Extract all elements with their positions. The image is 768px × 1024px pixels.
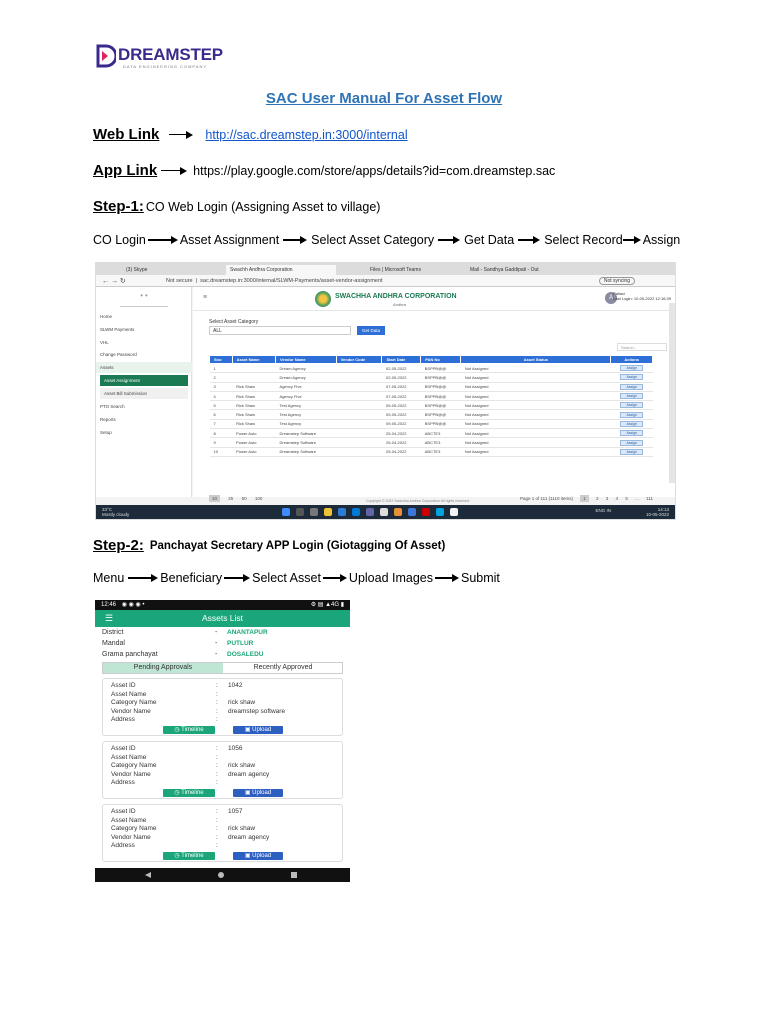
approval-tabs: [102, 662, 343, 674]
table-row[interactable]: [210, 429, 653, 438]
table-cell: 25-04-2022: [382, 447, 421, 456]
sidebar-item-setup[interactable]: Setup: [100, 430, 112, 435]
table-cell: [611, 382, 653, 391]
sidebar-item-assets[interactable]: Assets: [96, 362, 192, 373]
table-cell: BSPPB@@: [421, 391, 461, 400]
table-cell: [611, 391, 653, 400]
column-header[interactable]: Start Date: [382, 356, 421, 364]
address-url[interactable]: Not secure | sac.dreamstep.in:3000/internal/SLWM-Payments/asset-vendor-assignment: [166, 278, 383, 284]
page-info: Page 1 of 111 (1110 items): [520, 496, 573, 501]
corporation-sub: Andhra: [393, 302, 406, 307]
asset-field: Vendor Name : dream agency: [111, 770, 270, 778]
phone-time: 12:46: [101, 602, 117, 608]
asset-field: Asset Name :: [111, 753, 218, 761]
tab-recently-approved[interactable]: Recently Approved: [253, 664, 313, 671]
table-cell: Dreamstep Software: [276, 438, 337, 447]
page-size-selector: [209, 495, 269, 502]
asset-card[interactable]: [102, 678, 343, 736]
browser-tab[interactable]: (3) Skype: [126, 267, 148, 273]
arrow-icon: [518, 236, 540, 244]
table-cell: BSPPB@@: [421, 382, 461, 391]
browser-tab[interactable]: Mail - Sandhya Gaddipati - Out: [470, 267, 539, 273]
page-size-option[interactable]: 100: [254, 496, 263, 501]
sidebar-item-asset-bill[interactable]: Asset Bill Submission: [100, 388, 188, 399]
page-button[interactable]: 111: [646, 496, 653, 501]
page-ellipsis: ...: [635, 496, 639, 501]
assign-button[interactable]: Assign: [620, 384, 643, 390]
dreamstep-logo: [96, 44, 226, 72]
table-cell: [611, 438, 653, 447]
table-cell: Dream Agency: [276, 364, 337, 373]
side-logo: ⚘ ⚘: [120, 293, 168, 307]
asset-field: Category Name : rick shaw: [111, 762, 256, 770]
table-cell: Not Assigned: [461, 419, 611, 428]
table-cell: 09-05-2022: [382, 410, 421, 419]
table-cell: Not Assigned: [461, 373, 611, 382]
arrow-icon: [323, 574, 347, 582]
table-cell: ABCTE3: [421, 447, 461, 456]
table-row[interactable]: [210, 438, 653, 447]
table-cell: Test Agency: [276, 401, 337, 410]
upload-button[interactable]: ▣ Upload: [233, 789, 283, 797]
table-cell: 07-05-2022: [382, 382, 421, 391]
sync-status[interactable]: Not syncing: [599, 277, 635, 285]
camera-icon: ▣: [244, 853, 251, 859]
android-nav-bar: [95, 868, 350, 882]
table-cell: Rick Shaw: [232, 410, 275, 419]
asset-field: Address :: [111, 779, 218, 787]
arrow-icon: [623, 236, 641, 244]
table-cell: 7: [210, 419, 233, 428]
table-cell: Rick Shaw: [232, 419, 275, 428]
table-cell: [232, 364, 275, 373]
table-cell: 8: [210, 429, 233, 438]
tab-pending-approvals[interactable]: Pending Approvals: [103, 663, 223, 673]
signal-battery-icon: ⚙ ▤ ▲4G ▮: [310, 602, 344, 608]
asset-table: [209, 355, 653, 457]
table-cell: ABCTE3: [421, 438, 461, 447]
page-button[interactable]: 4: [615, 496, 619, 501]
assign-button[interactable]: Assign: [620, 449, 643, 455]
table-cell: [336, 391, 382, 400]
table-cell: [336, 364, 382, 373]
column-header[interactable]: Vendor Name: [276, 356, 337, 364]
hamburger-icon[interactable]: ≡: [203, 294, 208, 301]
table-cell: [336, 401, 382, 410]
avatar[interactable]: A: [605, 292, 617, 304]
table-cell: Not Assigned: [461, 447, 611, 456]
page-size-option[interactable]: 10: [209, 495, 220, 502]
assign-button[interactable]: Assign: [620, 412, 643, 418]
table-row[interactable]: [210, 419, 653, 428]
table-cell: [611, 429, 653, 438]
upload-button[interactable]: ▣ Upload: [233, 726, 283, 734]
scrollbar[interactable]: [669, 303, 675, 483]
sidebar-item-asset-assignment[interactable]: Asset Assignment: [100, 375, 188, 386]
table-cell: 5: [210, 401, 233, 410]
table-cell: Not Assigned: [461, 429, 611, 438]
flow-step: Get Data: [464, 233, 515, 247]
step1-flow: [93, 233, 680, 247]
column-header[interactable]: Asset Status: [461, 356, 611, 364]
sidebar-item-home[interactable]: Home: [100, 314, 113, 319]
table-cell: Rick Shaw: [232, 391, 275, 400]
step2-desc: Panchayat Secretary APP Login (Giotagging Of Asset): [149, 539, 446, 552]
table-cell: Test Agency: [276, 419, 337, 428]
assign-button[interactable]: Assign: [620, 421, 643, 427]
flow-step: Upload Images: [348, 571, 433, 585]
table-cell: 1: [210, 364, 233, 373]
flow-step: Submit: [461, 571, 500, 585]
table-row[interactable]: [210, 373, 653, 382]
sidebar-item-pto[interactable]: PTO Search: [100, 404, 125, 409]
task-view-icon[interactable]: [310, 508, 318, 516]
table-cell: Test Agency: [276, 410, 337, 419]
table-cell: [611, 373, 653, 382]
table-cell: [336, 382, 382, 391]
table-cell: 3: [210, 382, 233, 391]
mobile-app-screenshot: 12:46 ◉ ◉ ◉ • ⚙ ▤ ▲4G ▮ ☰ Assets List District - ANANTAPUR Mandal - PUTLUR Grama panchayat - DOSALEDU Pending Approvals Recently Approved Asset ID : 1042 Asset Name : Category Name : rick shaw Vendor Name : dreamstep software Address : ◷ Timeline ▣ Upload Asset ID : 1056 Asset Name : Category Name : rick shaw Vendor Name : dream agency Address : ◷ Timeline ▣ Upload Asset ID : 1057 Asset Name : Category Name : rick shaw Vendor Name : dream agency Address : ◷ Timeline ▣ Upload: [95, 600, 350, 882]
web-link-label: Web Link: [93, 126, 160, 143]
asset-field: Category Name : rick shaw: [111, 825, 256, 833]
column-header[interactable]: Actions: [611, 356, 653, 364]
table-cell: 07-05-2022: [382, 391, 421, 400]
table-cell: [611, 364, 653, 373]
arrow-icon: [128, 574, 158, 582]
arrow-icon: [435, 574, 459, 582]
table-cell: Agency Five: [276, 391, 337, 400]
asset-card[interactable]: [102, 741, 343, 799]
step2-row: [93, 537, 445, 554]
sidebar-item-vhl[interactable]: VHL: [100, 340, 109, 345]
table-cell: BSPPB@@: [421, 373, 461, 382]
table-cell: BSPPB@@: [421, 410, 461, 419]
back-forward-reload-icon[interactable]: ← → ↻: [102, 278, 126, 285]
language-indicator[interactable]: ENG IN: [595, 508, 611, 513]
clock-icon: ◷: [174, 853, 180, 859]
flow-step: Select Asset: [252, 571, 321, 585]
table-row[interactable]: [210, 410, 653, 419]
table-cell: [611, 410, 653, 419]
table-cell: Not Assigned: [461, 391, 611, 400]
timeline-button[interactable]: ◷ Timeline: [163, 852, 215, 860]
table-search-input[interactable]: Search...: [617, 343, 667, 351]
table-cell: ABCTE3: [421, 429, 461, 438]
column-header[interactable]: Sno: [210, 356, 233, 364]
arrow-icon: [169, 131, 193, 139]
table-cell: Dream Agency: [276, 373, 337, 382]
corporation-emblem-icon: [315, 291, 331, 307]
page-size-option[interactable]: 25: [228, 496, 234, 501]
upload-button[interactable]: ▣ Upload: [233, 852, 283, 860]
table-cell: BSPPB@@: [421, 364, 461, 373]
edge-icon[interactable]: [338, 508, 346, 516]
app-bar-title: Assets List: [201, 613, 244, 623]
asset-category-select[interactable]: ALL: [209, 326, 351, 335]
table-cell: Not Assigned: [461, 401, 611, 410]
table-cell: [611, 419, 653, 428]
flow-step: Select Record: [544, 233, 623, 247]
table-cell: [336, 447, 382, 456]
file-explorer-icon[interactable]: [324, 508, 332, 516]
table-cell: Agency Five: [276, 382, 337, 391]
browser-address-bar: [96, 275, 675, 287]
column-header[interactable]: PAN No: [421, 356, 461, 364]
asset-field: Asset ID : 1042: [111, 682, 243, 689]
table-cell: 9: [210, 438, 233, 447]
web-link-row: [93, 126, 408, 143]
table-cell: BSPPB@@: [421, 401, 461, 410]
assign-button[interactable]: Assign: [620, 430, 643, 436]
corporation-name: SWACHHA ANDHRA CORPORATION: [335, 293, 457, 300]
assign-button[interactable]: Assign: [620, 440, 643, 446]
step1-label: Step-1:: [93, 198, 144, 215]
recents-icon[interactable]: [291, 872, 297, 878]
timeline-button[interactable]: ◷ Timeline: [163, 726, 215, 734]
table-cell: Power Auto: [232, 429, 275, 438]
table-cell: 09-05-2022: [382, 401, 421, 410]
app-link-url: https://play.google.com/store/apps/details?id=com.dreamstep.sac: [193, 163, 556, 178]
camera-icon: ▣: [244, 790, 251, 796]
table-cell: BSPPB@@: [421, 419, 461, 428]
table-cell: [336, 429, 382, 438]
app-header: [193, 287, 676, 311]
skype-icon[interactable]: [436, 508, 444, 516]
table-cell: Not Assigned: [461, 382, 611, 391]
home-icon[interactable]: [218, 872, 224, 878]
arrow-icon: [283, 236, 307, 244]
flow-step: Menu: [93, 571, 125, 585]
table-row[interactable]: [210, 364, 653, 373]
arrow-icon: [161, 167, 187, 175]
column-header[interactable]: Asset Name: [232, 356, 275, 364]
pdf-icon[interactable]: [422, 508, 430, 516]
table-cell: [336, 438, 382, 447]
sidebar-item-reports[interactable]: Reports: [100, 417, 116, 422]
word-icon[interactable]: [408, 508, 416, 516]
asset-field: Address :: [111, 716, 218, 724]
user-info: Pallavi Last Login: 10-05-2022 12:16:39: [613, 291, 671, 301]
assign-button[interactable]: Assign: [620, 402, 643, 408]
chrome-icon[interactable]: [380, 508, 388, 516]
assign-button[interactable]: Assign: [620, 374, 643, 380]
timeline-button[interactable]: ◷ Timeline: [163, 789, 215, 797]
taskbar-apps: [282, 508, 458, 516]
arrow-icon: [438, 236, 460, 244]
search-icon[interactable]: [296, 508, 304, 516]
web-app-screenshot: [95, 262, 676, 520]
flow-step: Assign: [642, 233, 681, 247]
table-row[interactable]: [210, 447, 653, 456]
app-sidebar: [96, 287, 192, 497]
phone-status-bar: [95, 600, 350, 610]
table-cell: 6: [210, 410, 233, 419]
table-cell: [611, 447, 653, 456]
asset-field: Vendor Name : dreamstep software: [111, 707, 286, 715]
app-bar: [95, 610, 350, 627]
page-button[interactable]: 3: [605, 496, 609, 501]
table-cell: Power Auto: [232, 438, 275, 447]
table-cell: 02-05-2022: [382, 364, 421, 373]
flow-step: Beneficiary: [160, 571, 223, 585]
windows-start-icon[interactable]: [282, 508, 290, 516]
step2-label: Step-2:: [93, 537, 144, 554]
dreamstep-logo-icon: [96, 44, 116, 68]
vlc-icon[interactable]: [394, 508, 402, 516]
clock-icon: ◷: [174, 727, 180, 733]
table-cell: 25-04-2022: [382, 438, 421, 447]
step1-row: [93, 198, 380, 215]
browser-tab-active[interactable]: Swachh Andhra Corporation: [226, 265, 336, 275]
asset-field: Address :: [111, 842, 218, 850]
app-link-row: [93, 162, 555, 179]
table-row[interactable]: [210, 382, 653, 391]
table-row[interactable]: [210, 401, 653, 410]
table-cell: [336, 419, 382, 428]
logo-brand: DREAMSTEP: [118, 45, 223, 64]
notification-icons: ◉ ◉ ◉ •: [121, 602, 145, 608]
teams-icon[interactable]: [366, 508, 374, 516]
page-size-option[interactable]: 50: [241, 496, 247, 501]
web-link-url[interactable]: http://sac.dreamstep.in:3000/internal: [205, 127, 408, 142]
sidebar-item-slwm[interactable]: SLWM Payments: [100, 327, 135, 332]
logo-tagline: DATA ENGINEERING COMPANY: [123, 64, 208, 69]
page-button[interactable]: 1: [580, 495, 589, 502]
table-cell: 09-05-2022: [382, 419, 421, 428]
asset-field: Category Name : rick shaw: [111, 699, 256, 707]
step1-desc: CO Web Login (Assigning Asset to village): [145, 199, 381, 214]
asset-category-label: Select Asset Category: [209, 319, 259, 325]
column-header[interactable]: Vendor Code: [336, 356, 382, 364]
app-link-label: App Link: [93, 162, 158, 179]
assign-button[interactable]: Assign: [620, 365, 643, 371]
copyright: Copyright © 2022 Swachha Andhra Corporation All rights reserved.: [366, 499, 470, 503]
weather-widget[interactable]: 33°C Mostly cloudy: [102, 507, 130, 517]
table-cell: Rick Shaw: [232, 382, 275, 391]
table-cell: [611, 401, 653, 410]
table-cell: 02-05-2022: [382, 373, 421, 382]
table-cell: [336, 410, 382, 419]
asset-field: Vendor Name : dream agency: [111, 833, 270, 841]
camera-icon: ▣: [244, 727, 251, 733]
table-row[interactable]: [210, 391, 653, 400]
asset-field: Asset Name :: [111, 816, 218, 824]
arrow-icon: [148, 236, 178, 244]
outlook-icon[interactable]: [352, 508, 360, 516]
asset-field: Asset ID : 1056: [111, 745, 243, 752]
asset-field: Asset ID : 1057: [111, 808, 243, 815]
table-cell: Dreamstep Software: [276, 429, 337, 438]
table-cell: [336, 373, 382, 382]
clock-icon: ◷: [174, 790, 180, 796]
table-cell: Power Auto: [232, 447, 275, 456]
table-cell: Rick Shaw: [232, 401, 275, 410]
browser-tab-strip: [96, 263, 675, 275]
table-cell: Not Assigned: [461, 364, 611, 373]
table-cell: 4: [210, 391, 233, 400]
table-header-row: [210, 356, 653, 364]
flow-step: Select Asset Category: [311, 233, 435, 247]
table-cell: [232, 373, 275, 382]
table-cell: Not Assigned: [461, 438, 611, 447]
table-cell: 10: [210, 447, 233, 456]
flow-step: CO Login: [93, 233, 146, 247]
back-icon[interactable]: [145, 872, 151, 878]
get-data-button[interactable]: Get Data: [357, 326, 385, 335]
browser-tab[interactable]: Files | Microsoft Teams: [370, 267, 421, 273]
table-cell: 2: [210, 373, 233, 382]
page-title: SAC User Manual For Asset Flow: [265, 90, 503, 107]
assign-button[interactable]: Assign: [620, 393, 643, 399]
table-cell: Dreamstep Software: [276, 447, 337, 456]
step2-flow: [93, 571, 500, 585]
sidebar-item-change-password[interactable]: Change Password: [100, 352, 137, 357]
windows-taskbar: [96, 505, 675, 519]
app-icon[interactable]: [450, 508, 458, 516]
arrow-icon: [224, 574, 250, 582]
table-cell: 25-04-2022: [382, 429, 421, 438]
asset-card[interactable]: [102, 804, 343, 862]
menu-icon[interactable]: ☰: [105, 613, 114, 623]
page-button[interactable]: 2: [596, 496, 599, 501]
page-button[interactable]: 5: [625, 496, 628, 501]
flow-step: Asset Assignment: [179, 233, 280, 247]
asset-field: Asset Name :: [111, 690, 218, 698]
taskbar-clock[interactable]: 14:13 10-05-2022: [645, 507, 669, 517]
table-cell: Not Assigned: [461, 410, 611, 419]
pagination: [514, 495, 653, 502]
